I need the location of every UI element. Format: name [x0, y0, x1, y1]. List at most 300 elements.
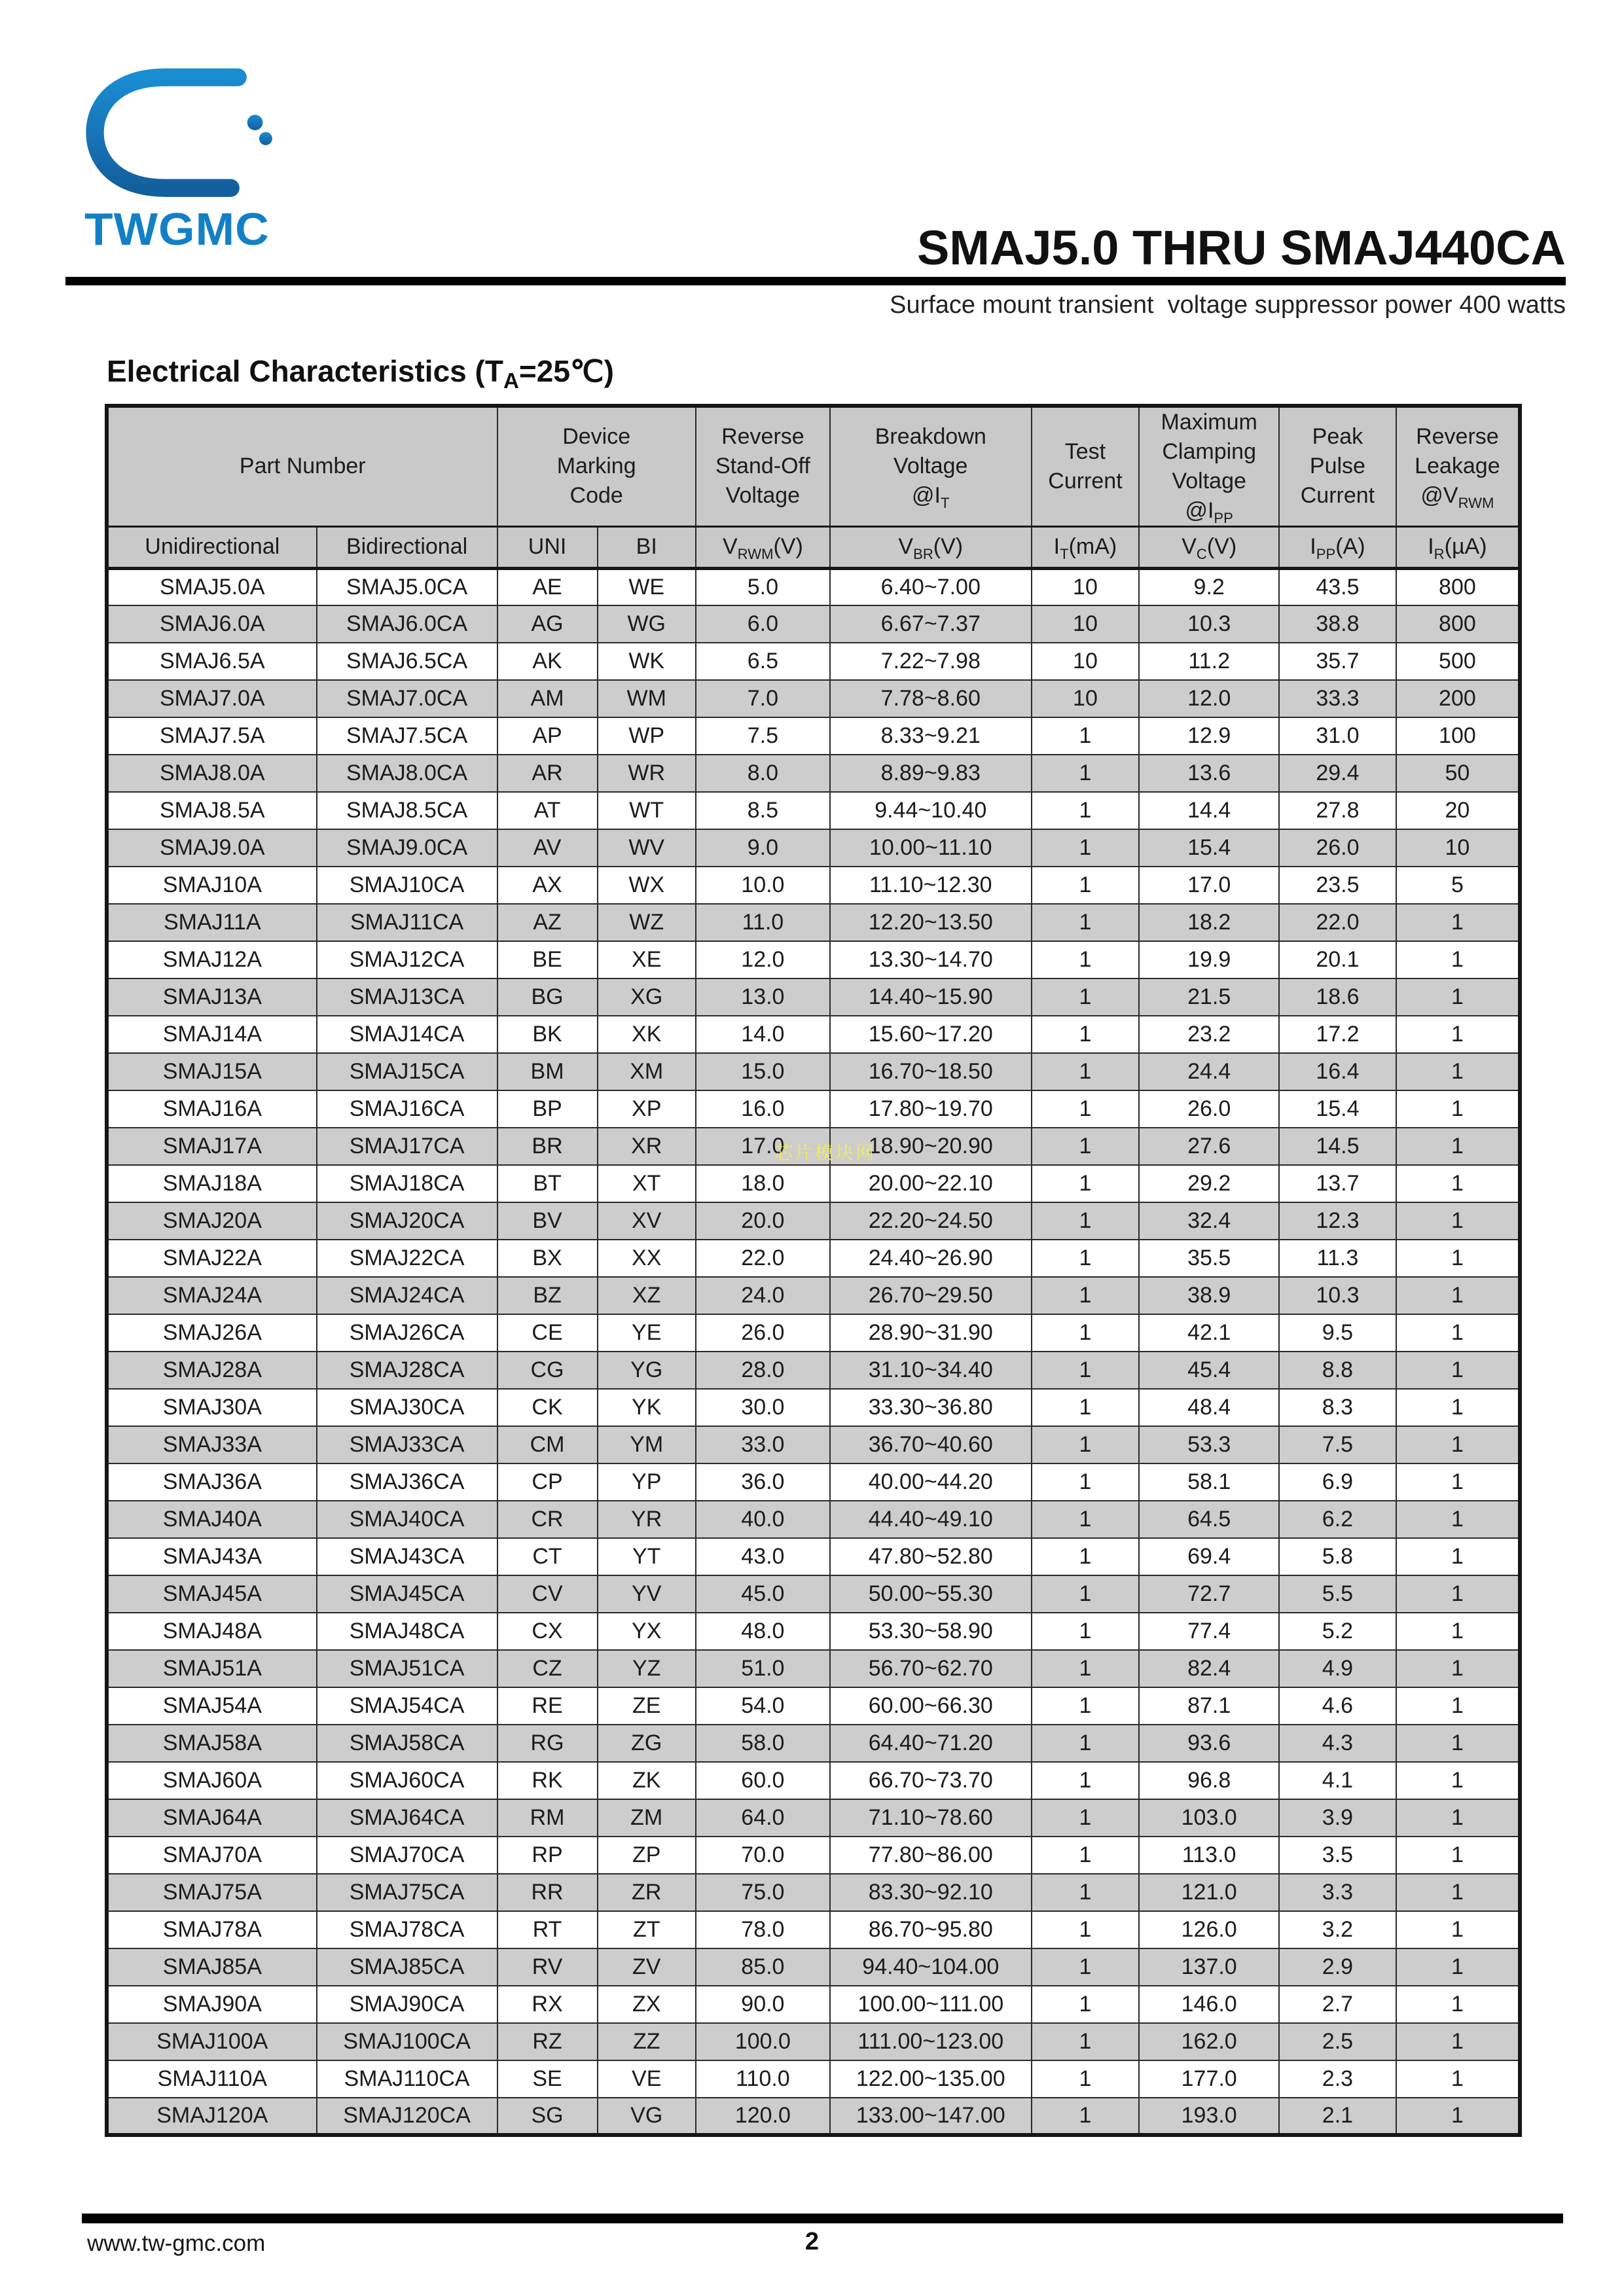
cell-unidirectional: SMAJ40A: [107, 1501, 317, 1538]
cell-vrwm: 58.0: [696, 1725, 830, 1762]
cell-unidirectional: SMAJ10A: [107, 867, 317, 904]
table-row: [107, 1762, 1520, 1799]
cell-ir: 1: [1396, 1837, 1520, 1874]
cell-vc: 17.0: [1139, 867, 1279, 904]
cell-ipp: 5.5: [1279, 1575, 1396, 1613]
cell-vbr: 8.89~9.83: [830, 755, 1032, 792]
cell-vrwm: 28.0: [696, 1352, 830, 1389]
symbol-header-row: [107, 526, 1520, 568]
cell-bi-code: YV: [598, 1575, 696, 1613]
cell-bi-code: ZP: [598, 1837, 696, 1874]
cell-vrwm: 60.0: [696, 1762, 830, 1799]
cell-vbr: 122.00~135.00: [830, 2060, 1032, 2098]
cell-vrwm: 6.5: [696, 643, 830, 680]
cell-uni-code: BV: [497, 1202, 598, 1240]
cell-ipp: 12.3: [1279, 1202, 1396, 1240]
cell-it: 1: [1032, 1575, 1140, 1613]
cell-ipp: 7.5: [1279, 1426, 1396, 1463]
cell-ir: 50: [1396, 755, 1520, 792]
cell-vrwm: 36.0: [696, 1463, 830, 1501]
cell-it: 1: [1032, 2060, 1140, 2098]
table-row: [107, 1053, 1520, 1090]
table-row: [107, 941, 1520, 978]
cell-bidirectional: SMAJ8.0CA: [317, 755, 497, 792]
cell-bidirectional: SMAJ100CA: [317, 2023, 497, 2060]
cell-uni-code: RR: [497, 1874, 598, 1911]
table-row: [107, 1986, 1520, 2023]
table-row: [107, 1575, 1520, 1613]
cell-vrwm: 26.0: [696, 1314, 830, 1352]
col-header-bi: BI: [598, 526, 696, 568]
cell-it: 1: [1032, 1650, 1140, 1687]
cell-bi-code: WR: [598, 755, 696, 792]
cell-bidirectional: SMAJ85CA: [317, 1948, 497, 1986]
cell-uni-code: BM: [497, 1053, 598, 1090]
cell-bi-code: XT: [598, 1165, 696, 1202]
cell-bidirectional: SMAJ120CA: [317, 2098, 497, 2135]
cell-bi-code: XE: [598, 941, 696, 978]
cell-vrwm: 64.0: [696, 1799, 830, 1837]
cell-unidirectional: SMAJ120A: [107, 2098, 317, 2135]
cell-it: 1: [1032, 2023, 1140, 2060]
cell-unidirectional: SMAJ90A: [107, 1986, 317, 2023]
cell-vrwm: 110.0: [696, 2060, 830, 2098]
cell-uni-code: BE: [497, 941, 598, 978]
cell-bidirectional: SMAJ11CA: [317, 904, 497, 941]
cell-unidirectional: SMAJ24A: [107, 1277, 317, 1314]
cell-ipp: 38.8: [1279, 605, 1396, 643]
cell-vc: 19.9: [1139, 941, 1279, 978]
cell-vbr: 94.40~104.00: [830, 1948, 1032, 1986]
cell-uni-code: RV: [497, 1948, 598, 1986]
cell-it: 1: [1032, 1463, 1140, 1501]
cell-vrwm: 5.0: [696, 568, 830, 605]
cell-ir: 1: [1396, 1352, 1520, 1389]
cell-vrwm: 54.0: [696, 1687, 830, 1725]
cell-it: 1: [1032, 867, 1140, 904]
cell-bi-code: WK: [598, 643, 696, 680]
cell-bi-code: YM: [598, 1426, 696, 1463]
table-row: [107, 792, 1520, 829]
cell-bi-code: WE: [598, 568, 696, 605]
cell-it: 1: [1032, 1389, 1140, 1426]
cell-ipp: 2.1: [1279, 2098, 1396, 2135]
cell-vc: 113.0: [1139, 1837, 1279, 1874]
cell-uni-code: CK: [497, 1389, 598, 1426]
cell-unidirectional: SMAJ6.5A: [107, 643, 317, 680]
cell-vrwm: 51.0: [696, 1650, 830, 1687]
cell-ipp: 6.9: [1279, 1463, 1396, 1501]
cell-uni-code: BP: [497, 1090, 598, 1128]
cell-ipp: 26.0: [1279, 829, 1396, 867]
cell-vrwm: 14.0: [696, 1016, 830, 1053]
cell-vc: 45.4: [1139, 1352, 1279, 1389]
cell-vbr: 86.70~95.80: [830, 1911, 1032, 1948]
cell-vbr: 133.00~147.00: [830, 2098, 1032, 2135]
cell-vrwm: 11.0: [696, 904, 830, 941]
cell-bi-code: VE: [598, 2060, 696, 2098]
cell-vc: 42.1: [1139, 1314, 1279, 1352]
cell-it: 1: [1032, 1799, 1140, 1837]
cell-bi-code: ZZ: [598, 2023, 696, 2060]
cell-bidirectional: SMAJ33CA: [317, 1426, 497, 1463]
cell-vbr: 60.00~66.30: [830, 1687, 1032, 1725]
cell-bidirectional: SMAJ43CA: [317, 1538, 497, 1575]
table-row: [107, 1837, 1520, 1874]
table-row: [107, 680, 1520, 717]
cell-bidirectional: SMAJ110CA: [317, 2060, 497, 2098]
cell-bi-code: ZM: [598, 1799, 696, 1837]
footer-website: www.tw-gmc.com: [87, 2231, 266, 2256]
cell-ir: 1: [1396, 2060, 1520, 2098]
table-row: [107, 2060, 1520, 2098]
cell-bidirectional: SMAJ13CA: [317, 978, 497, 1016]
cell-ir: 1: [1396, 1986, 1520, 2023]
cell-bi-code: YE: [598, 1314, 696, 1352]
cell-vc: 69.4: [1139, 1538, 1279, 1575]
cell-unidirectional: SMAJ26A: [107, 1314, 317, 1352]
cell-it: 10: [1032, 680, 1140, 717]
cell-ipp: 6.2: [1279, 1501, 1396, 1538]
cell-ipp: 18.6: [1279, 978, 1396, 1016]
cell-vbr: 17.80~19.70: [830, 1090, 1032, 1128]
cell-ipp: 3.9: [1279, 1799, 1396, 1837]
cell-uni-code: AX: [497, 867, 598, 904]
cell-unidirectional: SMAJ8.0A: [107, 755, 317, 792]
cell-bi-code: WT: [598, 792, 696, 829]
cell-vc: 53.3: [1139, 1426, 1279, 1463]
cell-unidirectional: SMAJ45A: [107, 1575, 317, 1613]
cell-it: 1: [1032, 1128, 1140, 1165]
cell-uni-code: CE: [497, 1314, 598, 1352]
cell-bi-code: ZE: [598, 1687, 696, 1725]
cell-uni-code: RG: [497, 1725, 598, 1762]
group-header-reverse-leakage: Reverse Leakage $@V_{RWM}$: [1396, 406, 1520, 526]
cell-vc: 96.8: [1139, 1762, 1279, 1799]
cell-vc: 10.3: [1139, 605, 1279, 643]
cell-bidirectional: SMAJ28CA: [317, 1352, 497, 1389]
cell-ipp: 2.3: [1279, 2060, 1396, 2098]
cell-bi-code: ZG: [598, 1725, 696, 1762]
cell-bi-code: WV: [598, 829, 696, 867]
table-row: [107, 1314, 1520, 1352]
cell-vc: 87.1: [1139, 1687, 1279, 1725]
table-row: [107, 1165, 1520, 1202]
cell-it: 1: [1032, 1613, 1140, 1650]
cell-uni-code: AE: [497, 568, 598, 605]
title-block: [65, 221, 1566, 319]
cell-uni-code: AK: [497, 643, 598, 680]
cell-bidirectional: SMAJ6.0CA: [317, 605, 497, 643]
cell-uni-code: SG: [497, 2098, 598, 2135]
cell-bidirectional: SMAJ70CA: [317, 1837, 497, 1874]
cell-vc: 12.9: [1139, 717, 1279, 755]
cell-unidirectional: SMAJ85A: [107, 1948, 317, 1986]
cell-ipp: 8.3: [1279, 1389, 1396, 1426]
cell-vbr: 66.70~73.70: [830, 1762, 1032, 1799]
cell-vbr: 64.40~71.20: [830, 1725, 1032, 1762]
cell-unidirectional: SMAJ6.0A: [107, 605, 317, 643]
cell-ipp: 3.3: [1279, 1874, 1396, 1911]
cell-vrwm: 70.0: [696, 1837, 830, 1874]
cell-ir: 10: [1396, 829, 1520, 867]
cell-uni-code: RT: [497, 1911, 598, 1948]
cell-ipp: 3.5: [1279, 1837, 1396, 1874]
cell-bidirectional: SMAJ5.0CA: [317, 568, 497, 605]
group-header-marking-code: Device Marking Code: [497, 406, 696, 526]
cell-vc: 48.4: [1139, 1389, 1279, 1426]
cell-bi-code: YZ: [598, 1650, 696, 1687]
cell-unidirectional: SMAJ58A: [107, 1725, 317, 1762]
cell-unidirectional: SMAJ36A: [107, 1463, 317, 1501]
cell-vbr: 83.30~92.10: [830, 1874, 1032, 1911]
cell-ir: 1: [1396, 2098, 1520, 2135]
cell-bidirectional: SMAJ60CA: [317, 1762, 497, 1799]
watermark-text: 芯片模块网: [774, 1143, 876, 1163]
cell-uni-code: CR: [497, 1501, 598, 1538]
cell-uni-code: AT: [497, 792, 598, 829]
cell-vbr: 31.10~34.40: [830, 1352, 1032, 1389]
cell-ipp: 4.1: [1279, 1762, 1396, 1799]
cell-ir: 1: [1396, 1053, 1520, 1090]
cell-uni-code: CX: [497, 1613, 598, 1650]
cell-vbr: 77.80~86.00: [830, 1837, 1032, 1874]
table-row: [107, 1650, 1520, 1687]
cell-ir: 1: [1396, 1650, 1520, 1687]
cell-unidirectional: SMAJ11A: [107, 904, 317, 941]
col-header-vc: $V_C(V)$: [1139, 526, 1279, 568]
cell-vrwm: 12.0: [696, 941, 830, 978]
table-container: [105, 404, 1522, 2137]
cell-uni-code: RP: [497, 1837, 598, 1874]
cell-unidirectional: SMAJ15A: [107, 1053, 317, 1090]
cell-vrwm: 75.0: [696, 1874, 830, 1911]
cell-it: 1: [1032, 1725, 1140, 1762]
table-row: [107, 1202, 1520, 1240]
cell-uni-code: RX: [497, 1986, 598, 2023]
cell-ir: 200: [1396, 680, 1520, 717]
cell-it: 1: [1032, 1240, 1140, 1277]
cell-unidirectional: SMAJ33A: [107, 1426, 317, 1463]
cell-vbr: 8.33~9.21: [830, 717, 1032, 755]
cell-vbr: 71.10~78.60: [830, 1799, 1032, 1837]
table-row: [107, 755, 1520, 792]
cell-vc: 72.7: [1139, 1575, 1279, 1613]
cell-ir: 20: [1396, 792, 1520, 829]
cell-bidirectional: SMAJ24CA: [317, 1277, 497, 1314]
table-row: [107, 1538, 1520, 1575]
cell-ir: 1: [1396, 1948, 1520, 1986]
cell-ipp: 9.5: [1279, 1314, 1396, 1352]
cell-vbr: 24.40~26.90: [830, 1240, 1032, 1277]
cell-ir: 1: [1396, 904, 1520, 941]
cell-bi-code: YP: [598, 1463, 696, 1501]
group-header-clamping-voltage: Maximum Clamping Voltage $@I_{PP}$: [1139, 406, 1279, 526]
table-row: [107, 2023, 1520, 2060]
doc-subtitle: Surface mount transient voltage suppressor power 400 watts: [890, 291, 1566, 319]
cell-ir: 1: [1396, 1314, 1520, 1352]
cell-bidirectional: SMAJ10CA: [317, 867, 497, 904]
cell-unidirectional: SMAJ60A: [107, 1762, 317, 1799]
cell-vrwm: 7.0: [696, 680, 830, 717]
cell-ipp: 31.0: [1279, 717, 1396, 755]
cell-vc: 12.0: [1139, 680, 1279, 717]
cell-unidirectional: SMAJ16A: [107, 1090, 317, 1128]
cell-it: 1: [1032, 792, 1140, 829]
cell-uni-code: CM: [497, 1426, 598, 1463]
cell-vbr: 10.00~11.10: [830, 829, 1032, 867]
table-row: [107, 1501, 1520, 1538]
cell-bidirectional: SMAJ36CA: [317, 1463, 497, 1501]
cell-vrwm: 13.0: [696, 978, 830, 1016]
cell-unidirectional: SMAJ14A: [107, 1016, 317, 1053]
cell-bi-code: XR: [598, 1128, 696, 1165]
footer-rule: [82, 2214, 1563, 2223]
cell-ir: 5: [1396, 867, 1520, 904]
cell-bi-code: YG: [598, 1352, 696, 1389]
cell-bidirectional: SMAJ16CA: [317, 1090, 497, 1128]
cell-uni-code: CP: [497, 1463, 598, 1501]
cell-bidirectional: SMAJ64CA: [317, 1799, 497, 1837]
cell-vc: 177.0: [1139, 2060, 1279, 2098]
cell-vbr: 7.78~8.60: [830, 680, 1032, 717]
cell-uni-code: BZ: [497, 1277, 598, 1314]
table-row: [107, 1687, 1520, 1725]
cell-unidirectional: SMAJ17A: [107, 1128, 317, 1165]
cell-vbr: 13.30~14.70: [830, 941, 1032, 978]
cell-vrwm: 17.0: [696, 1128, 830, 1165]
cell-vbr: 26.70~29.50: [830, 1277, 1032, 1314]
cell-vrwm: 40.0: [696, 1501, 830, 1538]
cell-ipp: 13.7: [1279, 1165, 1396, 1202]
cell-ipp: 22.0: [1279, 904, 1396, 941]
cell-ipp: 4.3: [1279, 1725, 1396, 1762]
cell-vbr: 44.40~49.10: [830, 1501, 1032, 1538]
cell-unidirectional: SMAJ51A: [107, 1650, 317, 1687]
cell-ir: 1: [1396, 1911, 1520, 1948]
cell-vbr: 50.00~55.30: [830, 1575, 1032, 1613]
cell-uni-code: CG: [497, 1352, 598, 1389]
cell-vrwm: 90.0: [696, 1986, 830, 2023]
cell-unidirectional: SMAJ7.5A: [107, 717, 317, 755]
cell-uni-code: BR: [497, 1128, 598, 1165]
cell-bi-code: YT: [598, 1538, 696, 1575]
cell-uni-code: AZ: [497, 904, 598, 941]
cell-vbr: 20.00~22.10: [830, 1165, 1032, 1202]
cell-vrwm: 18.0: [696, 1165, 830, 1202]
cell-vrwm: 48.0: [696, 1613, 830, 1650]
table-head: [107, 406, 1520, 568]
cell-bidirectional: SMAJ15CA: [317, 1053, 497, 1090]
cell-ir: 1: [1396, 1240, 1520, 1277]
cell-bidirectional: SMAJ9.0CA: [317, 829, 497, 867]
cell-it: 10: [1032, 568, 1140, 605]
cell-vc: 93.6: [1139, 1725, 1279, 1762]
cell-vbr: 33.30~36.80: [830, 1389, 1032, 1426]
cell-vc: 9.2: [1139, 568, 1279, 605]
cell-vc: 11.2: [1139, 643, 1279, 680]
group-header-peak-pulse-current: Peak Pulse Current: [1279, 406, 1396, 526]
cell-ipp: 14.5: [1279, 1128, 1396, 1165]
cell-ir: 1: [1396, 1501, 1520, 1538]
cell-ipp: 4.9: [1279, 1650, 1396, 1687]
cell-it: 1: [1032, 1687, 1140, 1725]
cell-it: 1: [1032, 1277, 1140, 1314]
cell-bi-code: YR: [598, 1501, 696, 1538]
cell-vc: 18.2: [1139, 904, 1279, 941]
col-header-vbr: $V_{BR}(V)$: [830, 526, 1032, 568]
cell-uni-code: RE: [497, 1687, 598, 1725]
table-row: [107, 643, 1520, 680]
cell-bidirectional: SMAJ7.0CA: [317, 680, 497, 717]
cell-vrwm: 22.0: [696, 1240, 830, 1277]
cell-uni-code: BX: [497, 1240, 598, 1277]
cell-it: 1: [1032, 1874, 1140, 1911]
cell-vc: 32.4: [1139, 1202, 1279, 1240]
table-row: [107, 1799, 1520, 1837]
cell-bidirectional: SMAJ45CA: [317, 1575, 497, 1613]
group-header-standoff-voltage: Reverse Stand-Off Voltage: [696, 406, 830, 526]
col-header-bidirectional: Bidirectional: [317, 526, 497, 568]
section-heading: Electrical Characteristics $(T_A=25℃)$: [107, 354, 614, 394]
cell-ir: 1: [1396, 1128, 1520, 1165]
cell-vbr: 12.20~13.50: [830, 904, 1032, 941]
cell-unidirectional: SMAJ43A: [107, 1538, 317, 1575]
cell-unidirectional: SMAJ30A: [107, 1389, 317, 1426]
cell-ipp: 15.4: [1279, 1090, 1396, 1128]
cell-unidirectional: SMAJ13A: [107, 978, 317, 1016]
cell-unidirectional: SMAJ12A: [107, 941, 317, 978]
cell-ir: 1: [1396, 1016, 1520, 1053]
cell-ipp: 4.6: [1279, 1687, 1396, 1725]
cell-bidirectional: SMAJ58CA: [317, 1725, 497, 1762]
cell-vrwm: 7.5: [696, 717, 830, 755]
cell-vbr: 56.70~62.70: [830, 1650, 1032, 1687]
cell-ipp: 2.9: [1279, 1948, 1396, 1986]
cell-vrwm: 15.0: [696, 1053, 830, 1090]
cell-ir: 1: [1396, 941, 1520, 978]
table-body: [107, 568, 1520, 2135]
cell-vc: 103.0: [1139, 1799, 1279, 1837]
cell-it: 1: [1032, 1016, 1140, 1053]
cell-ir: 1: [1396, 1725, 1520, 1762]
cell-unidirectional: SMAJ28A: [107, 1352, 317, 1389]
cell-vrwm: 45.0: [696, 1575, 830, 1613]
cell-bi-code: XG: [598, 978, 696, 1016]
cell-it: 1: [1032, 1538, 1140, 1575]
electrical-characteristics-table: [105, 404, 1522, 2137]
cell-bidirectional: SMAJ7.5CA: [317, 717, 497, 755]
cell-bidirectional: SMAJ26CA: [317, 1314, 497, 1352]
cell-ir: 1: [1396, 1389, 1520, 1426]
cell-uni-code: BT: [497, 1165, 598, 1202]
logo-g-speed-icon: [82, 46, 278, 202]
cell-vbr: 22.20~24.50: [830, 1202, 1032, 1240]
cell-it: 10: [1032, 605, 1140, 643]
cell-it: 1: [1032, 755, 1140, 792]
cell-ir: 1: [1396, 1762, 1520, 1799]
cell-vrwm: 100.0: [696, 2023, 830, 2060]
table-row: [107, 1352, 1520, 1389]
cell-vbr: 18.90~20.90: [830, 1128, 1032, 1165]
table-row: [107, 605, 1520, 643]
cell-ir: 1: [1396, 2023, 1520, 2060]
cell-ir: 1: [1396, 1165, 1520, 1202]
cell-bidirectional: SMAJ8.5CA: [317, 792, 497, 829]
cell-it: 1: [1032, 1165, 1140, 1202]
table-row: [107, 1090, 1520, 1128]
cell-it: 1: [1032, 1762, 1140, 1799]
